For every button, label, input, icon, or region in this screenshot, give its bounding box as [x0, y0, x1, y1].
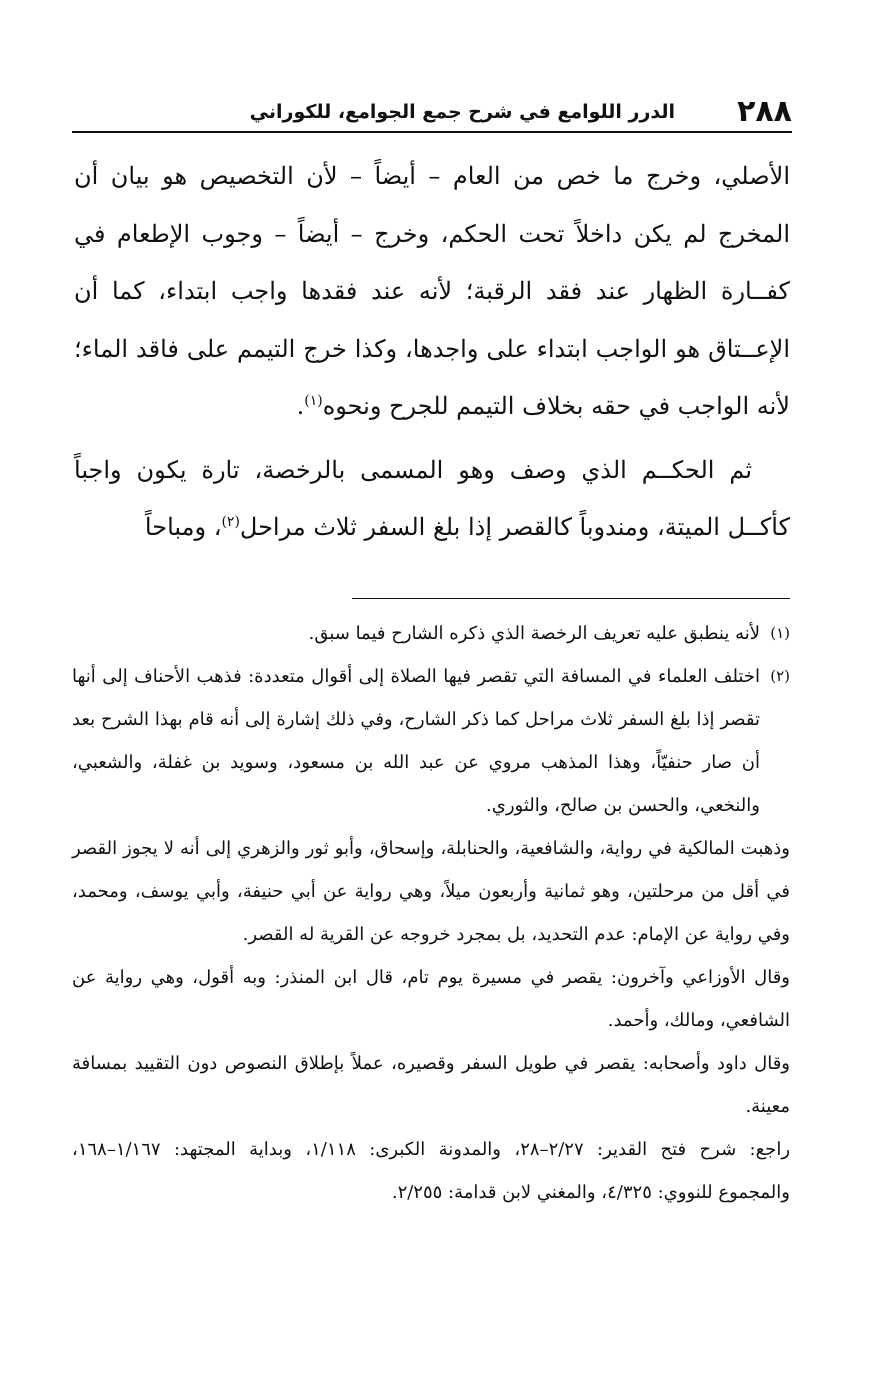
footnote-divider [352, 598, 790, 599]
footnote-2-content [72, 655, 791, 1214]
page-number: ٢٨٨ [737, 94, 792, 129]
header-divider [72, 131, 792, 133]
body-paragraph-2-continuation: ، ومباحاً [144, 513, 222, 541]
footnote-2 [72, 655, 790, 1214]
footnote-ref-1: (١) [304, 393, 323, 409]
footnote-1 [72, 612, 790, 655]
footnote-marker-1: (١) [770, 624, 790, 642]
footnote-2-references: راجع: شرح فتح القدير: ٢/٢٧–٢٨، والمدونة الكبرى: ١/١١٨، وبداية المجتهد: ١/١٦٧–١٦٨، والمجموع للنووي: ٤/٣٢٥، والمغني لابن قدامة: ٢/٢٥٥. [72, 1139, 791, 1203]
body-paragraph-1-end: . [296, 392, 305, 420]
main-text [74, 148, 790, 557]
footnote-2-paragraph-2: وذهبت المالكية في رواية، والشافعية، والحنابلة، وإسحاق، وأبو ثور والزهري إلى أنه لا يجوز القصر في أقل من مرحلتين، وهو ثمانية وأربعون ميلاً، وهي رواية عن أبي حنيفة، وأبي يوسف، ومحمد، وفي رواية عن الإمام: عدم التحديد، بل بمجرد خروجه عن القرية له القصر. [72, 838, 790, 945]
body-paragraph-1-text: الأصلي، وخرج ما خص من العام – أيضاً – لأن التخصيص هو بيان أن المخرج لم يكن داخلاً تحت الحكم، وخرج – أيضاً – وجوب الإطعام في كفــارة الظهار عند فقد الرقبة؛ لأنه عند فقدها واجب ابتداء، كما أن الإعــتاق هو الواجب ابتداء على واجدها، وكذا خرج التيمم على فاقد الماء؛ لأنه الواجب في حقه بخلاف التيمم للجرح ونحوه [74, 162, 790, 420]
footnotes [72, 612, 790, 1214]
body-paragraph-1 [74, 148, 790, 436]
running-title: الدرر اللوامع في شرح جمع الجوامع، للكوراني [249, 100, 676, 123]
footnote-1-content [72, 612, 760, 655]
footnote-2-paragraph-3: وقال الأوزاعي وآخرون: يقصر في مسيرة يوم تام، قال ابن المنذر: وبه أقول، وهي رواية عن الشافعي، ومالك، وأحمد. [72, 967, 790, 1031]
page-header [72, 92, 792, 132]
footnote-1-text: لأنه ينطبق عليه تعريف الرخصة الذي ذكره الشارح فيما سبق. [308, 623, 760, 644]
footnote-2-paragraph-4: وقال داود وأصحابه: يقصر في طويل السفر وقصيره، عملاً بإطلاق النصوص دون التقييد بمسافة معينة. [72, 1053, 790, 1117]
body-paragraph-2-text: ثم الحكــم الذي وصف وهو المسمى بالرخصة، تارة يكون واجباً كأكــل الميتة، ومندوباً كالقصر إذا بلغ السفر ثلاث مراحل [74, 455, 790, 541]
footnote-2-paragraph-1: اختلف العلماء في المسافة التي تقصر فيها الصلاة إلى أقوال متعددة: فذهب الأحناف إلى أنها تقصر إذا بلغ السفر ثلاث مراحل كما ذكر الشارح، وفي ذلك إشارة إلى أنه قام بهذا الشرح بعد أن صار حنفيّاً، وهذا المذهب مروي عن عبد الله بن مسعود، وسويد بن غفلة، والشعبي، والنخعي، والحسن بن صالح، والثوري. [72, 666, 760, 816]
body-paragraph-2 [74, 442, 790, 557]
footnote-ref-2: (٢) [221, 514, 240, 530]
footnote-marker-2: (٢) [770, 667, 790, 685]
